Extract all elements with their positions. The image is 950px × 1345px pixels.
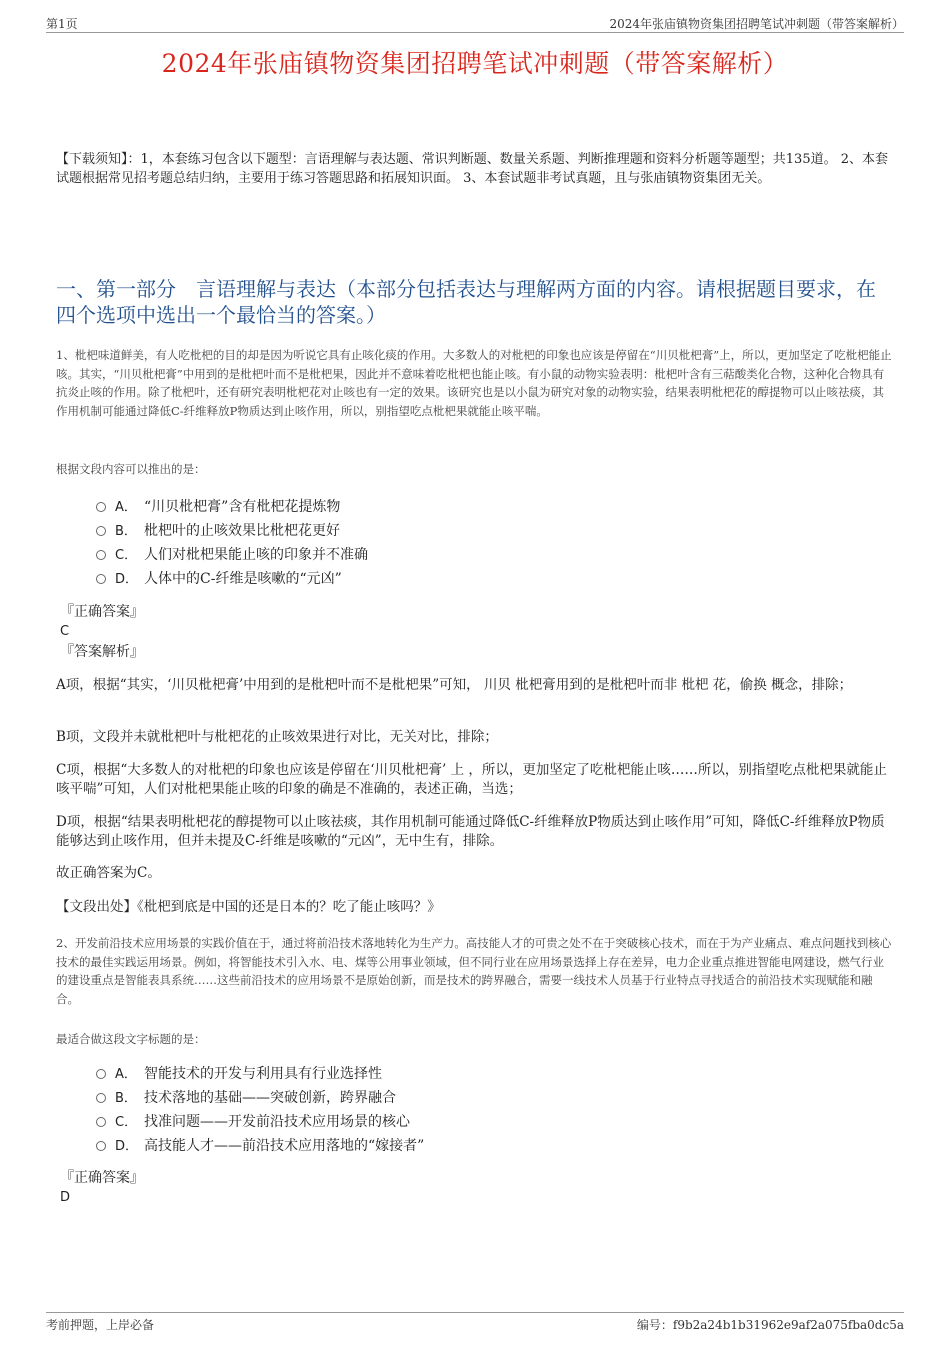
radio-button[interactable] [96,502,106,512]
answer-value: D [60,1190,71,1205]
option-text: 人们对枇杷果能止咳的印象并不准确 [144,547,368,563]
document-id: 编号：f9b2a24b1b31962e9af2a075fba0dc5a [636,1318,904,1332]
question-2-options [96,1063,894,1159]
option-letter: B． [115,524,137,539]
option-letter: D． [115,572,139,587]
question-2-passage: 2、开发前沿技术应用场景的实践价值在于，通过将前沿技术落地转化为生产力。高技能人才的可贵之处不在于突破核心技术，而在于为产业痛点、难点问题找到核心技术的最佳实践运用场景。例如，将智能技术引入水、电、煤等公用事业领域，但不同行业在应用场景选择上存在差异，电力企业重点推进智能电网建设，燃气行业的建设重点是智能表具系统……这些前沿技术的应用场景不是原始创新，而是技术的跨界融合，需要一线技术人员基于行业特点寻找适合的前沿技术实现赋能和融合。 [56,936,892,1006]
option-b[interactable] [96,520,894,544]
option-b[interactable] [96,1087,894,1111]
option-c[interactable] [96,1111,894,1135]
option-d[interactable] [96,1135,894,1159]
option-text: “川贝枇杷膏”含有枇杷花提炼物 [144,499,341,515]
header-doc-title: 2024年张庙镇物资集团招聘笔试冲刺题（带答案解析） [609,17,904,31]
page-header [46,14,904,33]
download-notice: 【下载须知】：1，本套练习包含以下题型：言语理解与表达题、常识判断题、数量关系题、判断推理题和资料分析题等题型；共135道。 2、本套试题根据常见招考题总结归纳，主要用于练习答题思路和拓展知识面。 3、本套试题非考试真题，且与张庙镇物资集团无关。 [56,152,888,186]
option-d[interactable] [96,568,894,592]
analysis-item-a: A项，根据“其实，‘川贝枇杷膏’中用到的是枇杷叶而不是枇杷果”可知， 川贝 枇杷膏用到的是枇杷叶而非 枇杷 花，偷换 概念，排除； [56,677,853,693]
analysis-item-c: C项，根据“大多数人的对枇杷的印象也应该是停留在‘川贝枇杷膏’ 上 ，所以，更加坚定了吃枇杷能止咳……所以，别指望吃点枇杷果就能止咳平喘”可知，人们对枇杷果能止咳的印象的确是不准确的，表述正确，当选； [56,762,887,797]
question-1-stem: 根据文段内容可以推出的是： [56,462,206,476]
analysis-item-d: D项，根据“结果表明枇杷花的醇提物可以止咳祛痰，其作用机制可能通过降低C-纤维释放P物质达到止咳作用”可知，降低C-纤维释放P物质能够达到止咳作用，但并未提及C-纤维是咳嗽的“元凶”，无中生有，排除。 [56,814,885,849]
option-c[interactable] [96,544,894,568]
radio-button[interactable] [96,574,106,584]
option-letter: D． [115,1139,139,1154]
section-heading: 一、第一部分 言语理解与表达（本部分包括表达与理解两方面的内容。请根据题目要求，在四个选项中选出一个最恰当的答案。） [56,277,876,327]
option-a[interactable] [96,496,894,520]
option-text: 找准问题——开发前沿技术应用场景的核心 [144,1114,410,1130]
radio-button[interactable] [96,1117,106,1127]
option-letter: B． [115,1091,137,1106]
option-text: 枇杷叶的止咳效果比枇杷花更好 [144,523,340,539]
option-letter: A． [115,500,137,515]
question-1-options [96,496,894,592]
answer-label: 『正确答案』 [60,604,144,620]
option-text: 高技能人才——前沿技术应用落地的“嫁接者” [144,1138,425,1154]
document-title: 2024年张庙镇物资集团招聘笔试冲刺题（带答案解析） [161,49,789,78]
analysis-label: 『答案解析』 [60,644,144,660]
option-letter: C． [115,1115,138,1130]
option-text: 技术落地的基础——突破创新，跨界融合 [144,1090,396,1106]
radio-button[interactable] [96,550,106,560]
radio-button[interactable] [96,1093,106,1103]
analysis-item-b: B项，文段并未就枇杷叶与枇杷花的止咳效果进行对比，无关对比，排除； [56,729,498,745]
option-text: 人体中的C-纤维是咳嗽的“元凶” [144,571,342,587]
answer-value: C [60,624,70,639]
footer-slogan: 考前押题，上岸必备 [46,1318,155,1332]
radio-button[interactable] [96,526,106,536]
radio-button[interactable] [96,1069,106,1079]
option-letter: A． [115,1067,137,1082]
option-a[interactable] [96,1063,894,1087]
analysis-conclusion: 故正确答案为C。 [56,865,161,881]
source-citation: 【文段出处】《枇杷到底是中国的还是日本的？吃了能止咳吗？》 [56,899,441,915]
option-text: 智能技术的开发与利用具有行业选择性 [144,1066,382,1082]
option-letter: C． [115,548,138,563]
answer-label: 『正确答案』 [60,1170,144,1186]
question-1-passage: 1、枇杷味道鲜美，有人吃枇杷的目的却是因为听说它具有止咳化痰的作用。大多数人的对枇杷的印象也应该是停留在“川贝枇杷膏”上，所以，更加坚定了吃枇杷能止咳。其实，“川贝枇杷膏”中用到的是枇杷叶而不是枇杷果，因此并不意味着吃枇杷也能止咳。有小鼠的动物实验表明：枇杷叶含有三萜酸类化合物，这种化合物具有抗炎止咳的作用。除了枇杷叶，还有研究表明枇杷花对止咳也有一定的效果。该研究也是以小鼠为研究对象的动物实验，结果表明枇杷花的醇提物可以止咳祛痰，其作用机制可能通过降低C-纤维释放P物质达到止咳作用，所以，别指望吃点枇杷果就能止咳平喘。 [56,348,892,418]
page-footer [46,1312,904,1333]
page-number: 第1页 [46,17,78,31]
question-2-stem: 最适合做这段文字标题的是： [56,1032,206,1046]
radio-button[interactable] [96,1141,106,1151]
